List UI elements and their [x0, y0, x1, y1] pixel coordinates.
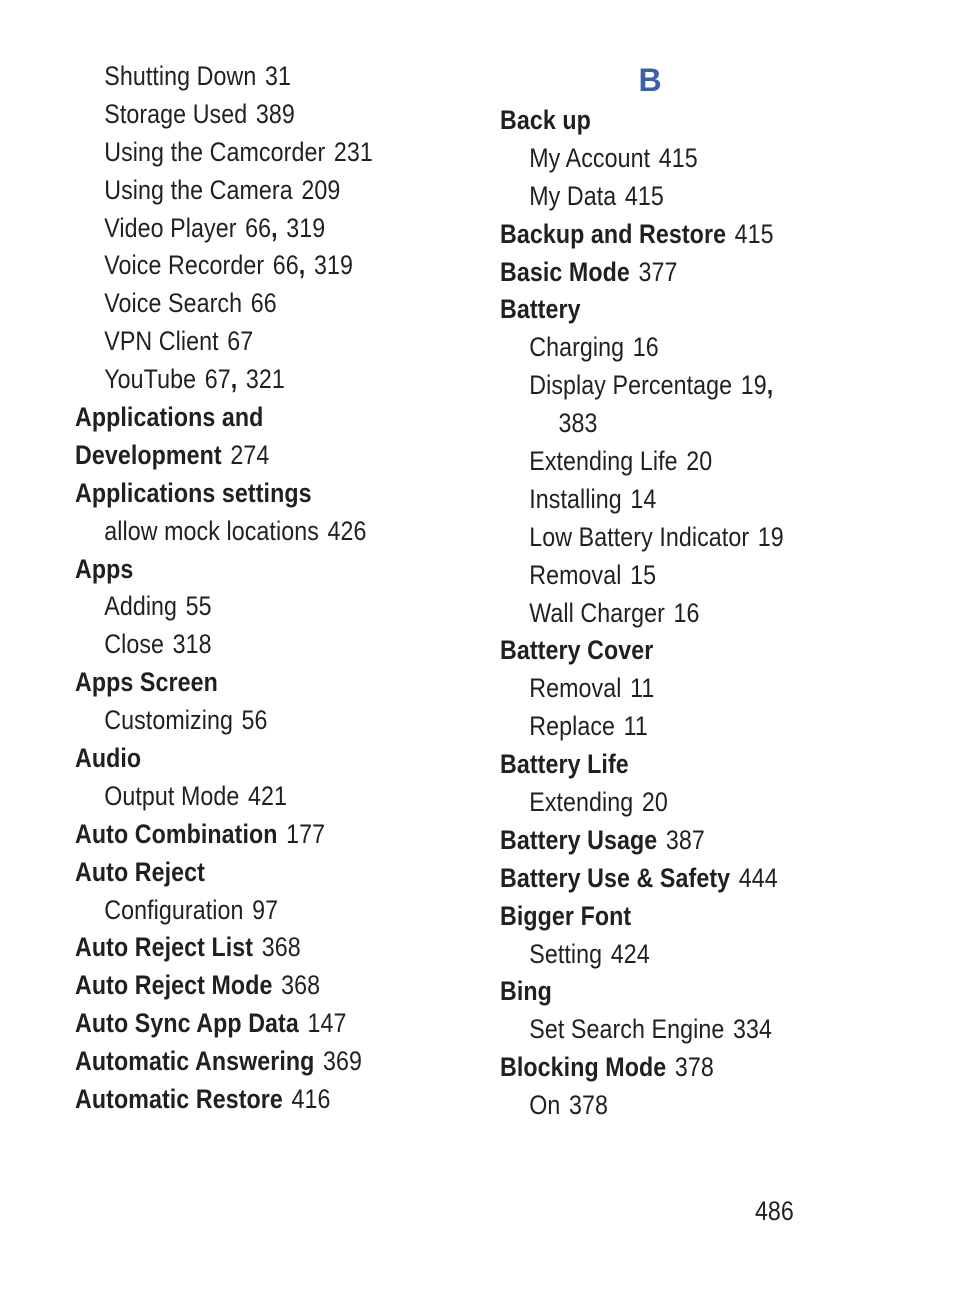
- index-term: Video Player: [104, 212, 237, 243]
- page-reference: 56: [241, 705, 268, 736]
- index-heading-applications-and: [75, 399, 419, 437]
- index-term: Automatic Answering: [75, 1046, 315, 1077]
- index-subentry-set-search-engine: [500, 1011, 784, 1049]
- index-term: Bigger Font: [500, 900, 632, 931]
- index-subentry-adding: [75, 588, 419, 626]
- index-term: Output Mode: [104, 780, 240, 811]
- index-term: Setting: [529, 938, 603, 969]
- index-subentry-output-mode: [75, 778, 419, 816]
- page-reference: 415: [658, 142, 698, 173]
- index-heading-blocking-mode: [500, 1049, 784, 1087]
- index-term: VPN Client: [104, 326, 219, 357]
- index-term: Auto Reject List: [75, 932, 254, 963]
- index-subentry-youtube: YouTube 67, 321: [104, 364, 285, 395]
- page-reference: 421: [248, 780, 288, 811]
- index-subentry-voice-recorder: Voice Recorder 66, 319: [104, 250, 353, 281]
- index-subentry-close: [75, 626, 419, 664]
- page-reference: 378: [568, 1090, 608, 1121]
- page-reference: 20: [641, 787, 668, 818]
- index-term: Extending Life: [529, 446, 678, 477]
- page-reference: 415: [624, 180, 664, 211]
- page-reference: 319: [286, 212, 326, 243]
- index-term: On: [529, 1090, 561, 1121]
- index-term: Battery Cover: [500, 635, 654, 666]
- index-term: Charging: [529, 332, 625, 363]
- page-reference: 20: [686, 446, 713, 477]
- index-subentry-using-the-camera: [75, 172, 419, 210]
- index-subentry-low-battery-indicator: [500, 519, 784, 557]
- index-subentry-removal: [500, 670, 784, 708]
- index-subentry-configuration: [75, 892, 419, 930]
- index-term: Auto Reject: [75, 856, 205, 887]
- page-reference: 97: [252, 894, 279, 925]
- index-subentry-storage-used: [75, 96, 419, 134]
- page-reference: 14: [630, 483, 657, 514]
- index-subentry-my-data: [500, 178, 784, 216]
- index-subentry-shutting-down: [75, 58, 419, 96]
- page-reference: 383: [558, 408, 598, 439]
- index-term: Apps Screen: [75, 667, 218, 698]
- index-heading-battery: [500, 291, 784, 329]
- index-heading-back-up: [500, 102, 784, 140]
- index-term: Extending: [529, 787, 634, 818]
- page-reference: 66: [245, 212, 272, 243]
- page-reference: 67: [227, 326, 254, 357]
- index-subentry-setting: [500, 936, 784, 974]
- page-reference: 368: [281, 970, 321, 1001]
- page-reference: 424: [610, 938, 650, 969]
- page-reference: 368: [261, 932, 301, 963]
- index-term: Voice Recorder: [104, 250, 265, 281]
- index-heading-battery-cover: [500, 632, 784, 670]
- page-reference: 274: [230, 439, 270, 470]
- index-term: Automatic Restore: [75, 1084, 283, 1115]
- index-term: Battery Use & Safety: [500, 862, 731, 893]
- index-heading-battery-usage: [500, 822, 784, 860]
- index-subentry-continuation: [500, 405, 784, 443]
- index-term: Backup and Restore: [500, 218, 727, 249]
- page-reference: 334: [732, 1014, 772, 1045]
- index-heading-basic-mode: [500, 254, 784, 292]
- page-reference: 66: [250, 288, 277, 319]
- index-heading-apps: [75, 551, 419, 589]
- index-term: Apps: [75, 553, 134, 584]
- page-reference: 231: [333, 136, 373, 167]
- index-subentry-wall-charger: [500, 595, 784, 633]
- index-term: allow mock locations: [104, 515, 319, 546]
- page-reference: 11: [630, 673, 655, 704]
- index-term: Blocking Mode: [500, 1052, 667, 1083]
- index-term: Storage Used: [104, 98, 248, 129]
- index-heading-bing: [500, 973, 784, 1011]
- index-heading-automatic-answering: [75, 1043, 419, 1081]
- index-column-right: [500, 58, 830, 1125]
- index-term: Customizing: [104, 705, 233, 736]
- page-reference: 377: [638, 256, 678, 287]
- index-heading-backup-and-restore: [500, 216, 784, 254]
- index-subentry-charging: [500, 329, 784, 367]
- index-term: Replace: [529, 711, 616, 742]
- index-term: Applications settings: [75, 477, 312, 508]
- index-subentry-my-account: [500, 140, 784, 178]
- index-term: Set Search Engine: [529, 1014, 725, 1045]
- page-reference: 426: [327, 515, 367, 546]
- page-reference: 11: [623, 711, 648, 742]
- index-term: Development: [75, 439, 222, 470]
- index-term: Configuration: [104, 894, 244, 925]
- page-reference: 177: [286, 818, 326, 849]
- page-reference: 415: [734, 218, 774, 249]
- index-subentry-removal: [500, 557, 784, 595]
- index-term: Bing: [500, 976, 552, 1007]
- index-subentry-installing: [500, 481, 784, 519]
- page-reference: 19: [757, 521, 784, 552]
- index-heading-auto-sync-app-data: [75, 1005, 419, 1043]
- index-term: Battery: [500, 294, 581, 325]
- page-number: 486: [755, 1196, 794, 1226]
- index-heading-battery-use-safety: [500, 860, 784, 898]
- page-reference: 66: [272, 250, 299, 281]
- index-term: Applications and: [75, 402, 264, 433]
- index-subentry-voice-search: [75, 285, 419, 323]
- index-heading-apps-screen: [75, 664, 419, 702]
- index-heading-bigger-font: [500, 898, 784, 936]
- page-reference: 369: [323, 1046, 363, 1077]
- index-term: My Data: [529, 180, 617, 211]
- index-heading-automatic-restore: [75, 1081, 419, 1119]
- index-subentry-customizing: [75, 702, 419, 740]
- page-reference: 318: [172, 629, 212, 660]
- page-reference: 31: [264, 61, 291, 91]
- page-reference: 16: [632, 332, 659, 363]
- index-term: Close: [104, 629, 165, 660]
- index-column-left: [75, 58, 475, 1119]
- index-term: Installing: [529, 483, 622, 514]
- index-heading-auto-reject-list: [75, 929, 419, 967]
- index-term: Low Battery Indicator: [529, 521, 750, 552]
- index-term: Audio: [75, 743, 142, 774]
- index-subentry-video-player: Video Player 66, 319: [104, 212, 326, 243]
- index-term: Using the Camera: [104, 174, 293, 205]
- index-subentry-display-percentage: Display Percentage 19,: [529, 370, 774, 401]
- index-term: Battery Usage: [500, 824, 658, 855]
- index-term: Auto Sync App Data: [75, 1008, 299, 1039]
- index-term: Adding: [104, 591, 178, 622]
- page-reference: 55: [185, 591, 212, 622]
- index-subentry-replace: [500, 708, 784, 746]
- index-term: Back up: [500, 105, 591, 135]
- index-term: Auto Combination: [75, 818, 278, 849]
- index-term: Removal: [529, 673, 622, 704]
- index-term: Removal: [529, 559, 622, 590]
- page-reference: 389: [255, 98, 295, 129]
- index-heading-auto-combination: [75, 816, 419, 854]
- index-subentry-on: [500, 1087, 784, 1125]
- page-reference: 147: [307, 1008, 347, 1039]
- index-subentry-vpn-client: [75, 323, 419, 361]
- page-reference: 319: [313, 250, 353, 281]
- section-letter-heading: B: [638, 62, 662, 98]
- index-term: YouTube: [104, 364, 197, 395]
- page-reference: 67: [204, 364, 231, 395]
- index-heading-auto-reject-mode: [75, 967, 419, 1005]
- index-heading-applications-settings: [75, 475, 419, 513]
- index-term: My Account: [529, 142, 651, 173]
- page-reference: 209: [301, 174, 341, 205]
- index-term: Voice Search: [104, 288, 243, 319]
- page-reference: 387: [665, 824, 705, 855]
- index-subentry-allow-mock-locations: [75, 513, 419, 551]
- index-term: Shutting Down: [104, 61, 257, 91]
- index-subentry-extending-life: [500, 443, 784, 481]
- index-heading-auto-reject: [75, 854, 419, 892]
- page-reference: 444: [738, 862, 778, 893]
- page-reference: 378: [674, 1052, 714, 1083]
- index-subentry-extending: [500, 784, 784, 822]
- index-term: Basic Mode: [500, 256, 630, 287]
- index-term: Auto Reject Mode: [75, 970, 273, 1001]
- index-term: Display Percentage: [529, 370, 733, 401]
- index-term: Wall Charger: [529, 597, 665, 628]
- page-reference: 19: [740, 370, 767, 401]
- index-subentry-using-the-camcorder: [75, 134, 419, 172]
- index-heading-development: [75, 437, 419, 475]
- page-reference: 321: [245, 364, 285, 395]
- page-reference: 15: [630, 559, 657, 590]
- index-term: Battery Life: [500, 749, 629, 780]
- index-term: Using the Camcorder: [104, 136, 326, 167]
- index-heading-battery-life: [500, 746, 784, 784]
- page-reference: 16: [673, 597, 700, 628]
- index-heading-audio: [75, 740, 419, 778]
- page-reference: 416: [291, 1084, 331, 1115]
